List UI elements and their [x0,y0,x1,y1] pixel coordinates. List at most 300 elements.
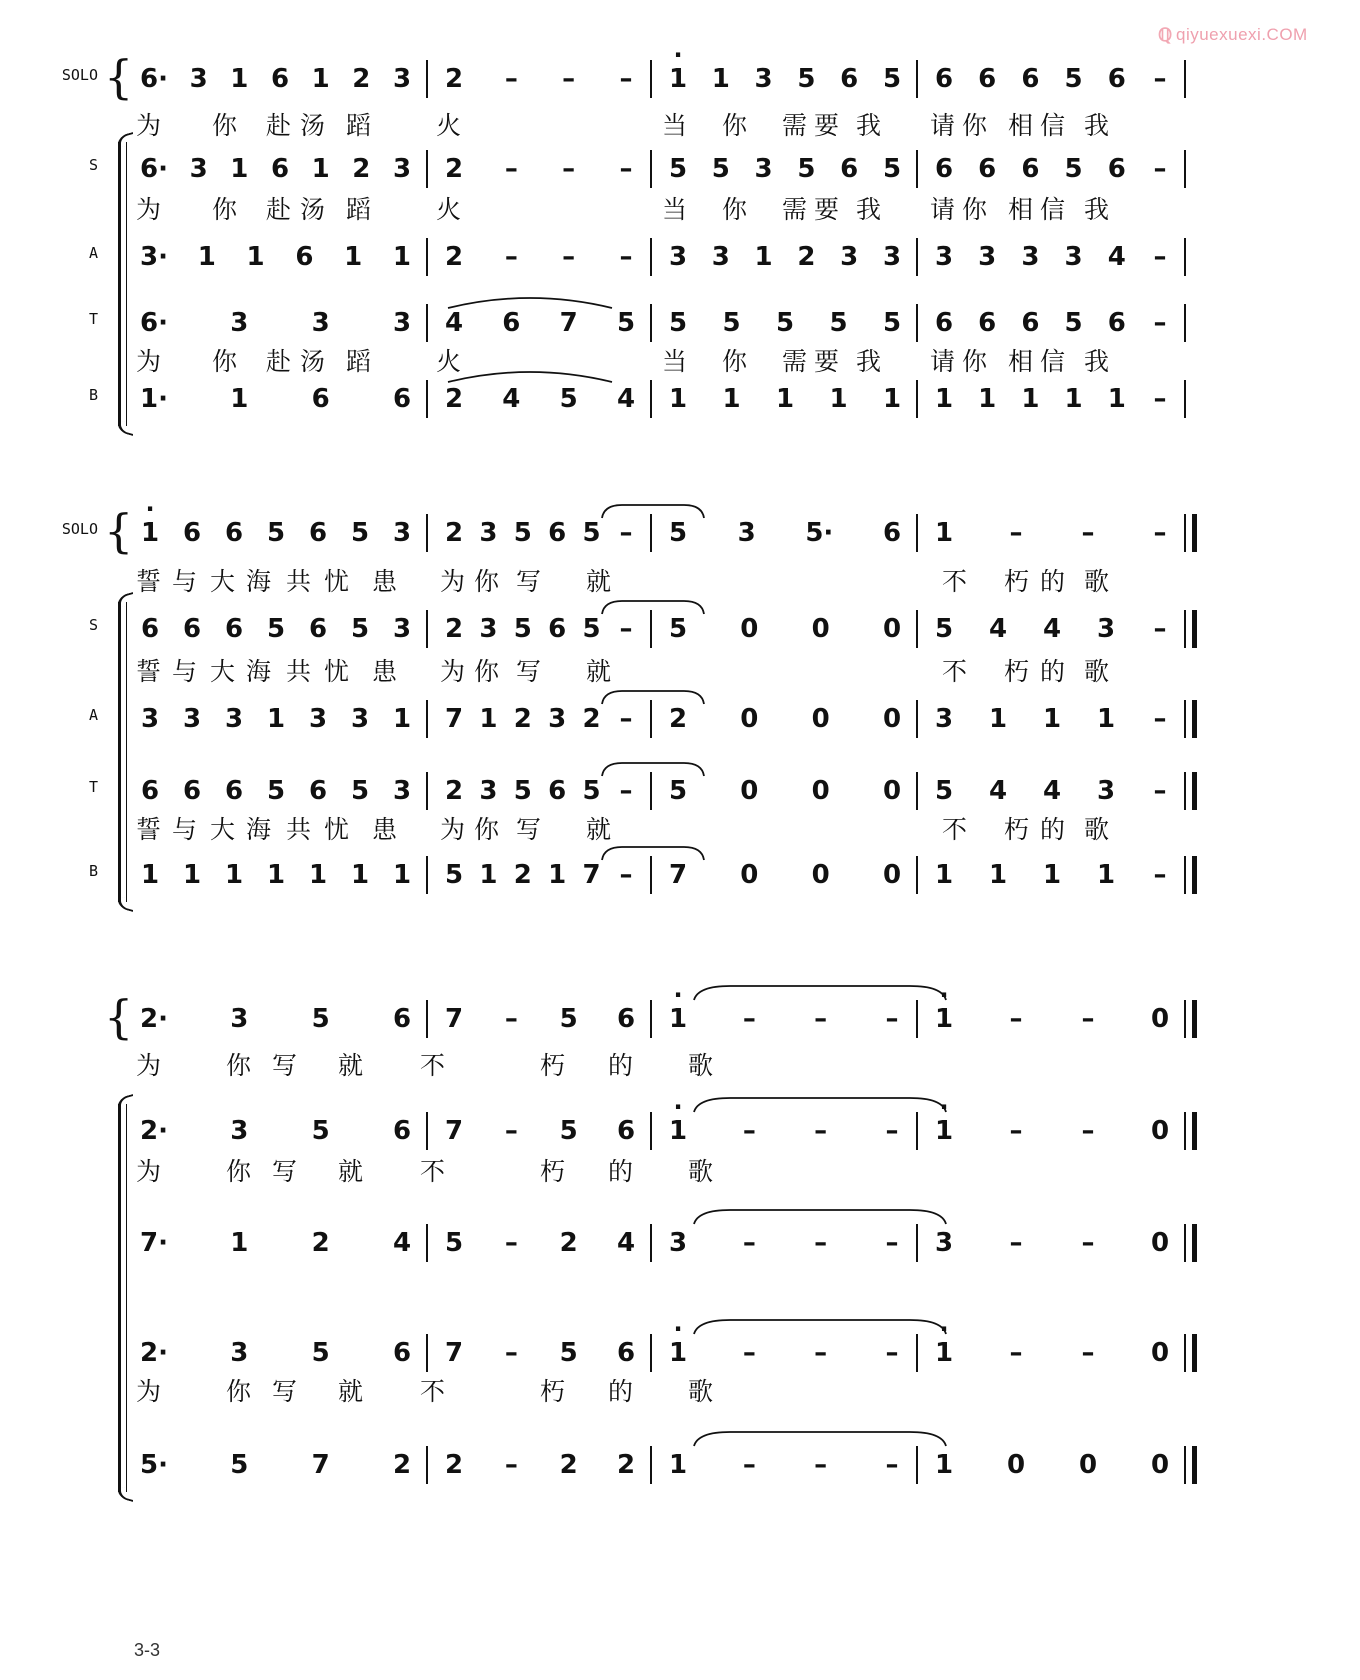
jianpu-note: 2 [513,704,532,734]
lyric-char: 患 [372,657,398,686]
lyric-char: 为 [136,347,162,376]
lyric-char: 为 [136,1051,162,1080]
lyrics-solo [0,562,1360,598]
jianpu-note: 7 [444,704,464,734]
lyric-char: 忧 [324,815,350,844]
measure [652,1442,914,1488]
barline-thick [1192,514,1197,552]
jianpu-note: 4 [616,384,636,414]
measure [652,1220,914,1266]
jianpu-note: 0 [811,776,830,806]
jianpu-note: 6 [934,154,954,184]
jianpu-note: 6 [978,308,997,338]
jianpu-note: 2 [559,1228,578,1258]
lyric-char: 你 [212,347,238,376]
part-label-solo: SOLO [61,66,98,84]
jianpu-note: 6 [934,308,954,338]
dash-note: – [885,1450,899,1480]
lyric-char: 海 [246,567,272,596]
jianpu-note: 3 [392,308,412,338]
jianpu-note: 3 [392,518,412,548]
watermark-logo-icon: ℚ [1158,25,1173,45]
lyric-char: 蹈 [346,347,372,376]
jianpu-note: 3 [711,242,730,272]
jianpu-note: 6 [308,518,328,548]
jianpu-note: 1 [392,242,411,272]
jianpu-note: 5 [934,776,954,806]
jianpu-note: 5 [829,308,848,338]
measure [918,696,1182,742]
jianpu-note: 3 [189,64,208,94]
staff-s [0,1108,1360,1154]
lyric-char: 共 [286,567,312,596]
lyric-char: 不 [942,567,968,596]
tie-slur-icon [690,1316,950,1336]
lyric-char: 大 [210,657,236,686]
part-label-a: A [88,244,98,262]
jianpu-note: 3 [224,704,244,734]
jianpu-note: 1 [711,64,730,94]
jianpu-note: 6 [308,776,328,806]
jianpu-note: 6 [1107,154,1126,184]
jianpu-note: 3 [978,242,997,272]
barline-thin [1184,772,1186,810]
measure [652,1330,914,1376]
jianpu-note: 6 [270,64,290,94]
dash-note: – [1153,308,1167,338]
dash-note: – [1009,1338,1023,1368]
lyric-char: 赴 [266,111,292,140]
jianpu-note: 2 [513,860,532,890]
jianpu-note: 1 [266,704,286,734]
jianpu-note: 5 [1064,308,1083,338]
lyrics-solo [0,106,1360,142]
dash-note: – [814,1228,828,1258]
jianpu-note: 5 [350,518,370,548]
lyric-char: 大 [210,567,236,596]
jianpu-note: 1 [479,860,498,890]
dash-note: – [1081,1116,1095,1146]
lyric-char: 歌 [1084,815,1110,844]
measure [124,234,424,280]
dash-note: – [1009,1228,1023,1258]
lyric-char: 共 [286,815,312,844]
lyric-char: 你 [722,111,748,140]
barline-thin [1184,1224,1186,1262]
dash-note: – [1153,242,1167,272]
jianpu-note: 1 [829,384,848,414]
jianpu-note: 6 [392,1338,412,1368]
jianpu-note: 1 [1096,704,1116,734]
lyric-char: 海 [246,815,272,844]
jianpu-note: 5 [513,518,532,548]
lyric-char: 相 [1008,347,1034,376]
jianpu-note: 1 [934,860,954,890]
jianpu-note: 6 [182,614,202,644]
lyric-char: 为 [440,567,466,596]
jianpu-note: 2 [444,384,464,414]
jianpu-note: 2 [352,154,371,184]
jianpu-note: 6 [392,1004,412,1034]
barline-thick [1192,772,1197,810]
jianpu-note: 5 [882,308,902,338]
dash-note: – [885,1338,899,1368]
lyrics-s [0,652,1360,688]
dash-note: – [1081,1228,1095,1258]
jianpu-note: 2 [444,154,464,184]
dash-note: – [619,242,633,272]
dash-note: – [742,1450,756,1480]
lyric-char: 需 [782,195,808,224]
lyric-char: 相 [1008,195,1034,224]
dash-note: – [742,1338,756,1368]
tie-slur-icon [598,760,708,778]
measure [124,606,424,652]
jianpu-note: 6 [182,518,202,548]
measure [918,606,1182,652]
lyric-char: 为 [440,657,466,686]
page-number: 3-3 [134,1640,161,1660]
jianpu-note: 5 [350,614,370,644]
dash-note: – [619,154,633,184]
lyric-char: 要 [814,347,840,376]
jianpu-note: 1 [246,242,265,272]
lyric-char: 忧 [324,567,350,596]
lyric-char: 你 [474,567,500,596]
jianpu-note: 3· [140,242,168,272]
jianpu-note: 6 [616,1338,636,1368]
dash-note: – [504,154,518,184]
watermark [1158,22,1338,48]
lyric-char: 患 [372,567,398,596]
jianpu-note: 1 [668,1450,688,1480]
jianpu-note: 1 [1042,860,1062,890]
lyric-char: 的 [608,1051,634,1080]
dash-note: – [562,64,576,94]
jianpu-note: 6 [616,1004,636,1034]
jianpu-note: 6 [295,242,314,272]
staff-b [0,1442,1360,1488]
jianpu-note: 0 [882,704,902,734]
part-label-solo: SOLO [61,520,98,538]
jianpu-note: 6 [140,614,160,644]
lyric-char: 就 [586,815,612,844]
jianpu-note: 5· [805,518,834,548]
jianpu-note: 5 [668,308,688,338]
lyric-char: 蹈 [346,111,372,140]
lyric-char: 我 [1084,347,1110,376]
jianpu-note: 3 [392,64,412,94]
jianpu-note: 1 [722,384,741,414]
lyrics-t [0,810,1360,846]
jianpu-note: 6 [978,64,997,94]
jianpu-note: 3 [230,1116,249,1146]
jianpu-note: 1 [392,704,412,734]
lyrics-s [0,190,1360,226]
jianpu-note: 0 [882,860,902,890]
staff-t [0,300,1360,346]
jianpu-note: 6· [140,64,168,94]
barline [1184,238,1186,276]
dash-note: – [814,1338,828,1368]
lyric-char: 的 [608,1157,634,1186]
dash-note: – [619,776,633,806]
jianpu-note: 5 [711,154,730,184]
jianpu-note: 4 [502,384,521,414]
jianpu-note: 2 [352,64,371,94]
solo-brace-icon: { [104,504,134,558]
measure [652,146,914,192]
lyric-char: 汤 [300,195,326,224]
barline-thin [1184,1000,1186,1038]
measure [124,56,424,102]
jianpu-note: 6 [392,384,412,414]
lyric-char: 朽 [540,1377,566,1406]
dash-note: – [619,860,633,890]
measure [652,56,914,102]
tie-slur-icon [598,844,708,862]
lyric-char: 我 [1084,195,1110,224]
jianpu-note: 1· [140,384,168,414]
lyric-char: 信 [1040,347,1066,376]
part-label-t: T [88,778,98,796]
jianpu-note: 6 [1021,64,1040,94]
jianpu-note: 5 [797,64,816,94]
dash-note: – [1153,860,1167,890]
jianpu-note: 5 [513,776,532,806]
measure [428,234,648,280]
lyric-char: 汤 [300,111,326,140]
dash-note: – [504,1338,518,1368]
jianpu-note: 6 [1021,154,1040,184]
dash-note: – [504,1450,518,1480]
measure [918,1108,1182,1154]
lyric-char: 请 [930,347,956,376]
jianpu-note: 2· [140,1004,168,1034]
barline [1184,150,1186,188]
part-label-b: B [88,386,98,404]
jianpu-note: 5 [559,384,578,414]
jianpu-note: 5 [559,1338,578,1368]
dash-note: – [619,64,633,94]
jianpu-note: 5 [775,308,795,338]
jianpu-note: 6 [548,776,567,806]
jianpu-note: · 1 [668,64,688,94]
jianpu-note: 3 [308,704,328,734]
jianpu-note: 3 [1064,242,1083,272]
jianpu-note: 1 [754,242,773,272]
barline-thin [1184,1446,1186,1484]
jianpu-note: 3 [840,242,859,272]
jianpu-note: 0 [1150,1338,1170,1368]
tie-slur-icon [690,1206,950,1226]
lyric-char: 不 [942,815,968,844]
jianpu-note: 6 [224,518,244,548]
measure [918,1330,1182,1376]
lyric-char: 写 [516,815,542,844]
jianpu-note: 3 [189,154,208,184]
jianpu-note: 5 [882,154,902,184]
dash-note: – [504,1004,518,1034]
measure [652,376,914,422]
lyric-char: 要 [814,195,840,224]
measure [124,510,424,556]
lyric-char: 汤 [300,347,326,376]
lyrics-t [0,1372,1360,1408]
jianpu-note: 5 [1064,154,1083,184]
jianpu-note: 5 [668,776,688,806]
measure [428,1442,648,1488]
lyric-char: 写 [516,657,542,686]
jianpu-note: 0 [740,704,759,734]
jianpu-note: 5 [582,614,601,644]
lyric-char: 歌 [1084,567,1110,596]
lyric-char: 海 [246,657,272,686]
dash-note: – [814,1450,828,1480]
jianpu-note: 1 [197,242,216,272]
lyric-char: 为 [136,1377,162,1406]
barline-thin [1184,856,1186,894]
lyric-char: 你 [722,195,748,224]
jianpu-note: 5 [311,1338,330,1368]
jianpu-note: 3 [479,518,498,548]
staff-solo [0,50,1360,104]
jianpu-note: 1 [1064,384,1083,414]
jianpu-note: 3 [479,614,498,644]
jianpu-note: 1 [230,384,249,414]
jianpu-note: 3 [934,242,954,272]
jianpu-note: 2 [392,1450,412,1480]
jianpu-note: 6 [270,154,290,184]
jianpu-note: 5 [350,776,370,806]
jianpu-note: 5 [230,1450,249,1480]
barline-thin [1184,1334,1186,1372]
lyric-char: 写 [272,1051,298,1080]
jianpu-note: 3 [392,614,412,644]
barline-thick [1192,700,1197,738]
lyric-char: 请 [930,111,956,140]
dash-note: – [562,242,576,272]
lyric-char: 与 [172,657,198,686]
jianpu-note: 1 [266,860,286,890]
jianpu-note: 5 [266,518,286,548]
measure [124,1108,424,1154]
staff-a [0,1220,1360,1266]
tie-slur-icon [690,982,950,1002]
dash-note: – [1009,518,1023,548]
jianpu-note: 6 [882,518,902,548]
jianpu-note: 6 [308,614,328,644]
jianpu-note: 4 [616,1228,636,1258]
jianpu-note: 2 [311,1228,330,1258]
barline-thick [1192,856,1197,894]
lyric-char: 需 [782,111,808,140]
lyric-char: 请 [930,195,956,224]
lyric-char: 相 [1008,111,1034,140]
solo-brace-icon: { [104,990,134,1044]
lyric-char: 的 [1040,657,1066,686]
jianpu-note: 3 [668,242,688,272]
lyric-char: 赴 [266,347,292,376]
jianpu-note: 3 [934,1228,954,1258]
jianpu-note: 0 [1150,1228,1170,1258]
lyrics-solo [0,1046,1360,1082]
jianpu-note: 3 [754,64,773,94]
dash-note: – [814,1004,828,1034]
jianpu-note: 2 [797,242,816,272]
lyric-char: 你 [962,111,988,140]
barline-thick [1192,1112,1197,1150]
jianpu-note: 6 [311,384,330,414]
jianpu-note: 5 [722,308,741,338]
barline-thick [1192,1000,1197,1038]
jianpu-note: 5 [311,1116,330,1146]
dash-note: – [1009,1116,1023,1146]
jianpu-note: 6 [840,154,859,184]
dash-note: – [1009,1004,1023,1034]
jianpu-note: 0 [740,614,759,644]
jianpu-note: 5 [668,614,688,644]
jianpu-note: · 1 [668,1116,688,1146]
jianpu-note: 7 [444,1116,464,1146]
watermark-text: qiyuexuexi.COM [1176,25,1308,44]
dash-note: – [1153,384,1167,414]
jianpu-note: 7· [140,1228,168,1258]
barline [1184,60,1186,98]
measure [652,300,914,346]
jianpu-note: 7 [559,308,578,338]
lyric-char: 患 [372,815,398,844]
lyric-char: 你 [226,1051,252,1080]
jianpu-note: 4 [1042,614,1062,644]
jianpu-note: 6 [616,1116,636,1146]
measure [428,56,648,102]
jianpu-note: 0 [740,776,759,806]
lyric-char: 就 [338,1157,364,1186]
jianpu-note: 5 [934,614,954,644]
tie-slur-icon [598,502,708,520]
jianpu-note: 0 [882,614,902,644]
lyric-char: 你 [962,195,988,224]
barline-thick [1192,1446,1197,1484]
dash-note: – [742,1004,756,1034]
jianpu-note: 1 [230,1228,249,1258]
jianpu-note: 4 [392,1228,412,1258]
dash-note: – [504,242,518,272]
jianpu-note: 5 [559,1004,578,1034]
jianpu-note: 0 [1078,1450,1098,1480]
jianpu-note: 1 [548,860,567,890]
jianpu-note: 5 [616,308,636,338]
lyric-char: 当 [662,111,688,140]
jianpu-note: 6 [1021,308,1040,338]
measure [124,852,424,898]
jianpu-note: 4 [444,308,464,338]
jianpu-note: 1 [392,860,412,890]
lyric-char: 为 [136,111,162,140]
jianpu-note: 4 [988,614,1008,644]
jianpu-note: 5 [582,518,601,548]
jianpu-note: 6 [502,308,521,338]
jianpu-note: 2 [444,614,464,644]
dash-note: – [619,704,633,734]
lyric-char: 就 [586,657,612,686]
dash-note: – [1153,776,1167,806]
lyric-char: 写 [272,1377,298,1406]
measure [652,996,914,1042]
measure [918,56,1182,102]
jianpu-note: 3 [479,776,498,806]
